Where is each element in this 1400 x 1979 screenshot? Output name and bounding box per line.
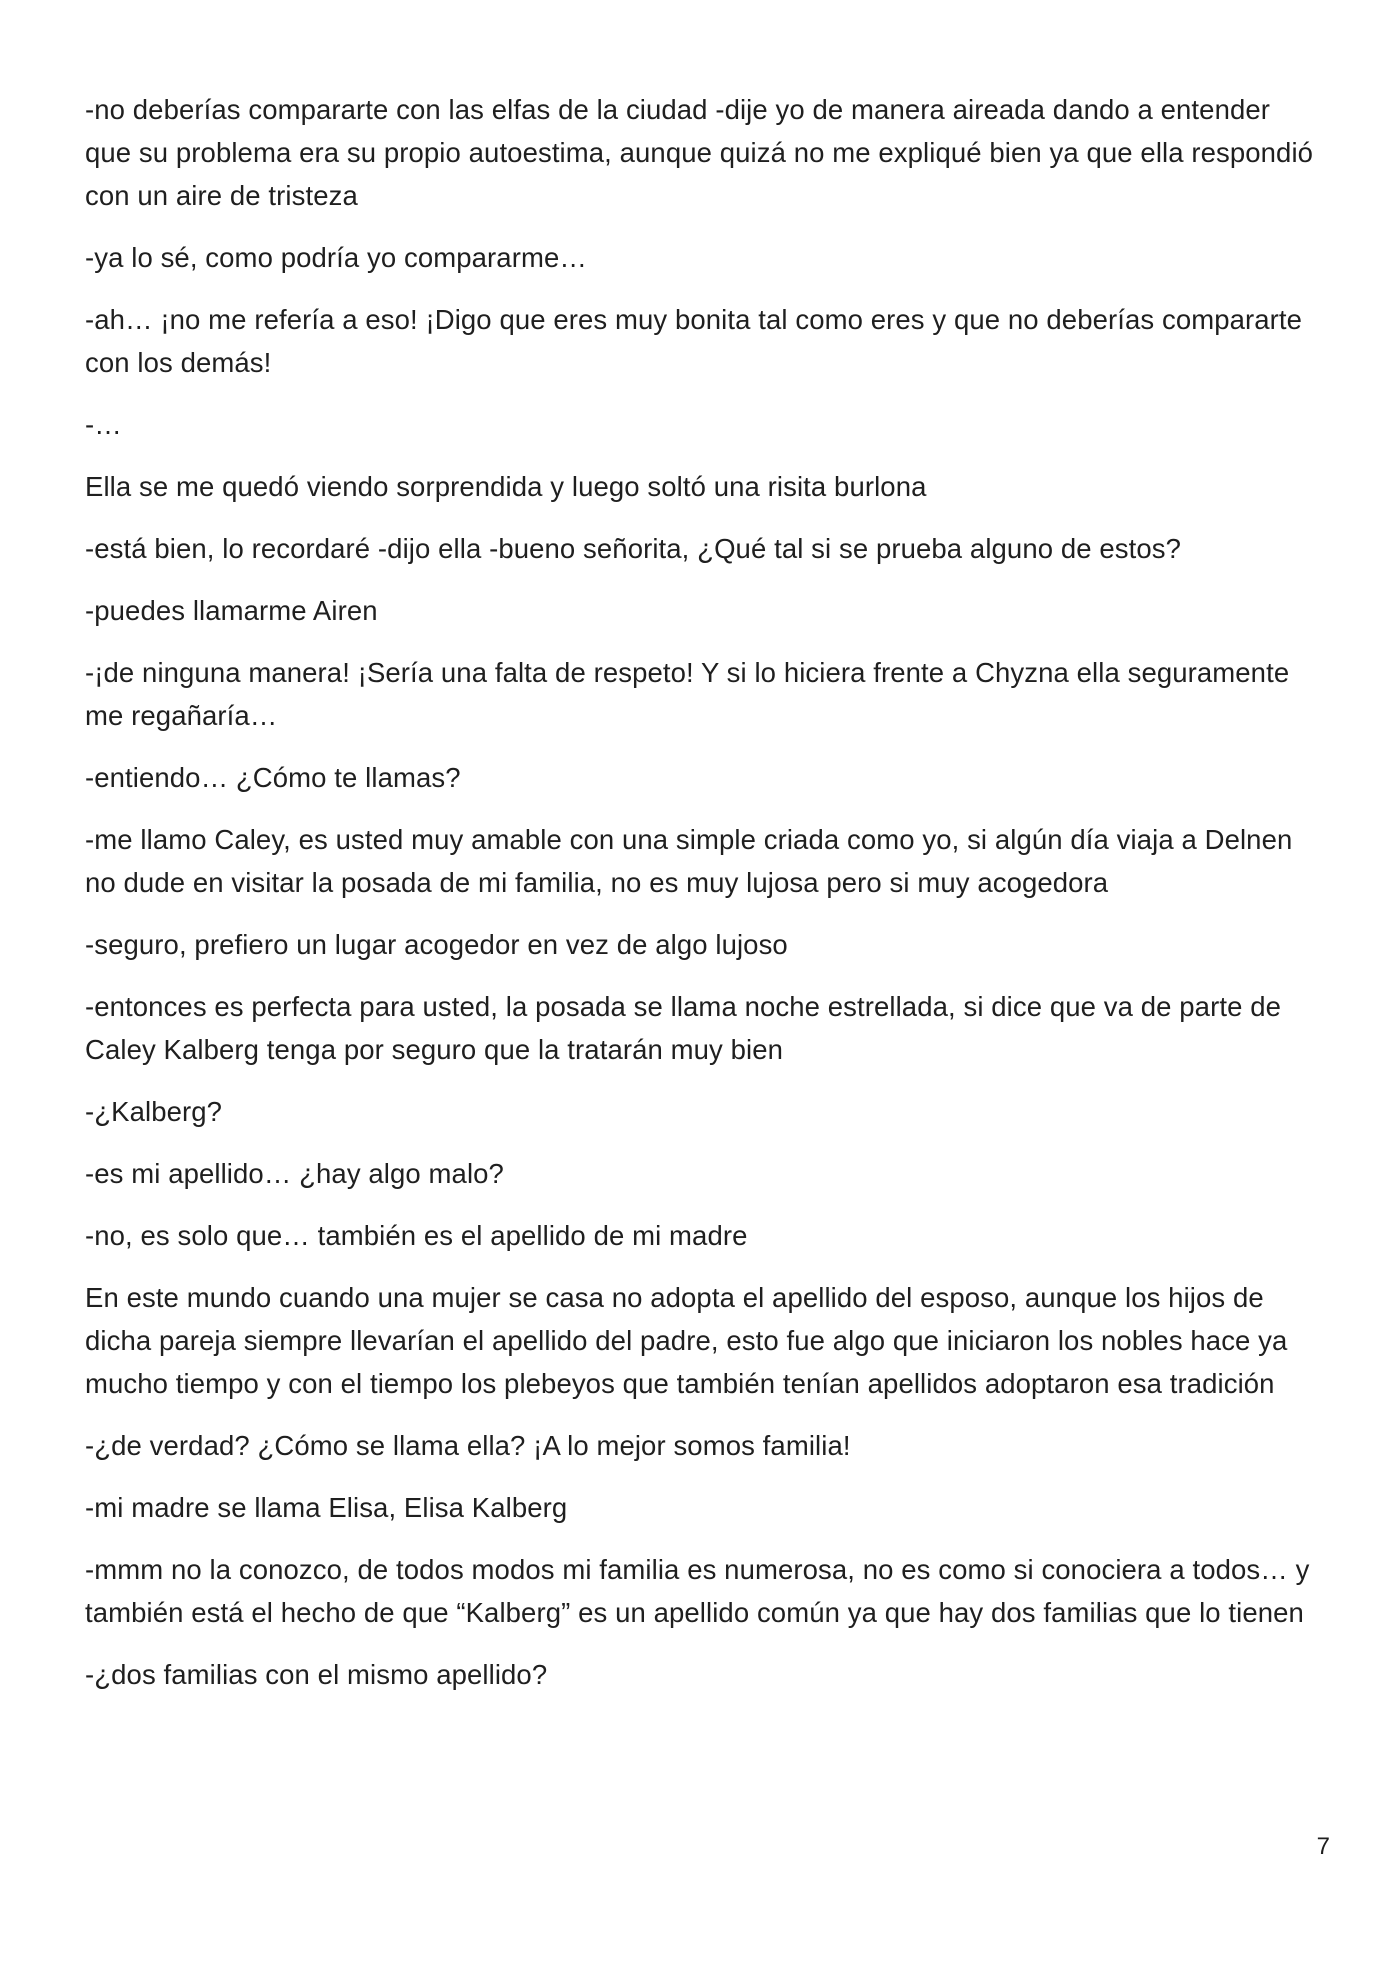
paragraph: -está bien, lo recordaré -dijo ella -bueno señorita, ¿Qué tal si se prueba alguno de estos? bbox=[85, 533, 1181, 564]
paragraph: -entiendo… ¿Cómo te llamas? bbox=[85, 762, 461, 793]
paragraph: -entonces es perfecta para usted, la posada se llama noche estrellada, si dice que va de parte de Caley Kalberg tenga por seguro que la tratarán muy bien bbox=[85, 991, 1281, 1065]
paragraph: Ella se me quedó viendo sorprendida y luego soltó una risita burlona bbox=[85, 471, 927, 502]
paragraph: -seguro, prefiero un lugar acogedor en vez de algo lujoso bbox=[85, 929, 788, 960]
paragraph: -no deberías compararte con las elfas de la ciudad -dije yo de manera aireada dando a entender que su problema era su propio autoestima, aunque quizá no me expliqué bien ya que ella respondió con un aire de tristeza bbox=[85, 94, 1314, 211]
paragraph: -puedes llamarme Airen bbox=[85, 595, 378, 626]
paragraph: -ah… ¡no me refería a eso! ¡Digo que eres muy bonita tal como eres y que no deberías compararte con los demás! bbox=[85, 304, 1303, 378]
paragraph: -mmm no la conozco, de todos modos mi familia es numerosa, no es como si conociera a todos… y también está el hecho de que “Kalberg” es un apellido común ya que hay dos familias que lo tienen bbox=[85, 1554, 1310, 1628]
paragraph: -me llamo Caley, es usted muy amable con una simple criada como yo, si algún día viaja a Delnen no dude en visitar la posada de mi familia, no es muy lujosa pero si muy acogedora bbox=[85, 824, 1293, 898]
paragraph: -¡de ninguna manera! ¡Sería una falta de respeto! Y si lo hiciera frente a Chyzna ella seguramente me regañaría… bbox=[85, 657, 1290, 731]
page-number: 7 bbox=[1316, 1833, 1330, 1860]
page-body bbox=[85, 88, 1315, 1715]
paragraph: En este mundo cuando una mujer se casa no adopta el apellido del esposo, aunque los hijos de dicha pareja siempre llevarían el apellido del padre, esto fue algo que iniciaron los nobles hace ya mucho tiempo y con el tiempo los plebeyos que también tenían apellidos adoptaron esa tradición bbox=[85, 1282, 1288, 1399]
paragraph: -… bbox=[85, 409, 122, 440]
paragraph: -¿de verdad? ¿Cómo se llama ella? ¡A lo mejor somos familia! bbox=[85, 1430, 851, 1461]
paragraph: -ya lo sé, como podría yo compararme… bbox=[85, 242, 587, 273]
paragraph: -¿Kalberg? bbox=[85, 1096, 223, 1127]
paragraph: -es mi apellido… ¿hay algo malo? bbox=[85, 1158, 504, 1189]
paragraph: -no, es solo que… también es el apellido de mi madre bbox=[85, 1220, 748, 1251]
paragraph: -mi madre se llama Elisa, Elisa Kalberg bbox=[85, 1492, 568, 1523]
paragraph: -¿dos familias con el mismo apellido? bbox=[85, 1659, 548, 1690]
